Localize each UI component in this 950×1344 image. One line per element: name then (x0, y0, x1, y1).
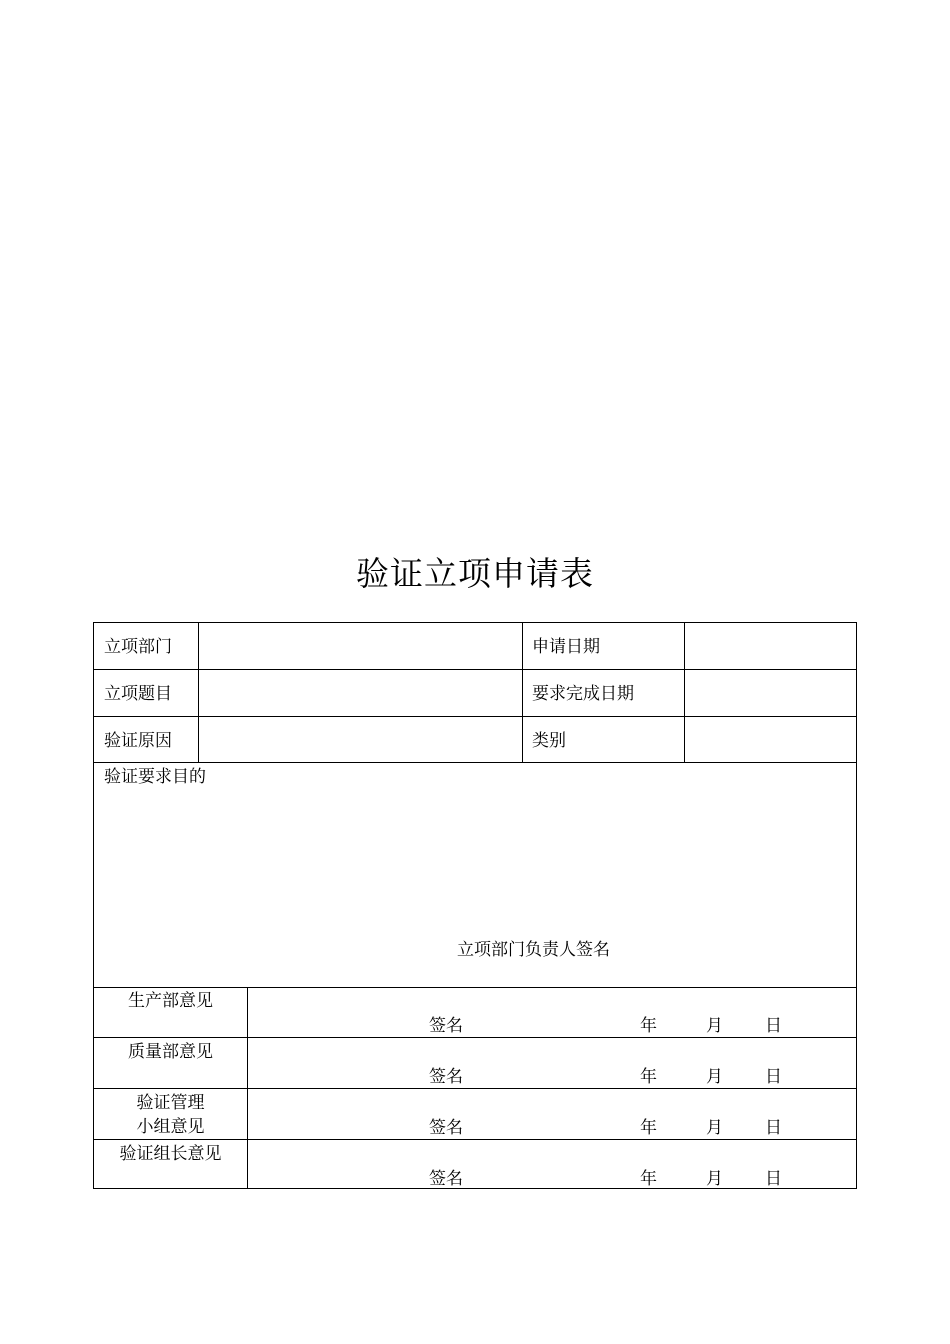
opinion-label-line2: 小组意见 (136, 1117, 205, 1137)
department-field[interactable] (200, 624, 521, 668)
application-form-table (93, 622, 857, 1189)
column-divider (522, 623, 523, 762)
purpose-label: 验证要求目的 (104, 767, 206, 787)
month-label: 月 (706, 1067, 723, 1087)
sign-label: 签名 (429, 1169, 463, 1189)
department-label: 立项部门 (104, 637, 172, 657)
due-date-label: 要求完成日期 (532, 684, 634, 704)
purpose-field[interactable] (95, 764, 855, 944)
due-date-field[interactable] (686, 671, 854, 715)
year-label: 年 (640, 1067, 657, 1087)
row-divider (94, 987, 856, 988)
year-label: 年 (640, 1118, 657, 1138)
form-title: 验证立项申请表 (356, 554, 594, 593)
day-label: 日 (765, 1016, 782, 1036)
row-divider (94, 669, 856, 670)
day-label: 日 (765, 1118, 782, 1138)
category-field[interactable] (686, 718, 854, 761)
year-label: 年 (640, 1169, 657, 1189)
row-divider (94, 1088, 856, 1089)
apply-date-label: 申请日期 (532, 637, 600, 657)
month-label: 月 (706, 1118, 723, 1138)
column-divider (198, 623, 199, 762)
reason-label: 验证原因 (104, 731, 172, 751)
dept-head-signature-label: 立项部门负责人签名 (457, 940, 610, 960)
category-label: 类别 (532, 731, 566, 751)
sign-label: 签名 (429, 1118, 463, 1138)
row-divider (94, 1139, 856, 1140)
subject-label: 立项题目 (104, 684, 172, 704)
month-label: 月 (706, 1169, 723, 1189)
row-divider (94, 716, 856, 717)
month-label: 月 (706, 1016, 723, 1036)
apply-date-field[interactable] (686, 624, 854, 668)
opinion-label: 生产部意见 (128, 991, 213, 1011)
column-divider (247, 987, 248, 1188)
sign-label: 签名 (429, 1067, 463, 1087)
year-label: 年 (640, 1016, 657, 1036)
opinion-label: 质量部意见 (128, 1042, 213, 1062)
opinion-label: 验证组长意见 (119, 1144, 222, 1164)
row-divider (94, 762, 856, 763)
opinion-label: 验证管理 (136, 1093, 205, 1113)
subject-field[interactable] (200, 671, 521, 715)
reason-field[interactable] (200, 718, 521, 761)
day-label: 日 (765, 1169, 782, 1189)
day-label: 日 (765, 1067, 782, 1087)
sign-label: 签名 (429, 1016, 463, 1036)
column-divider (684, 623, 685, 762)
row-divider (94, 1037, 856, 1038)
